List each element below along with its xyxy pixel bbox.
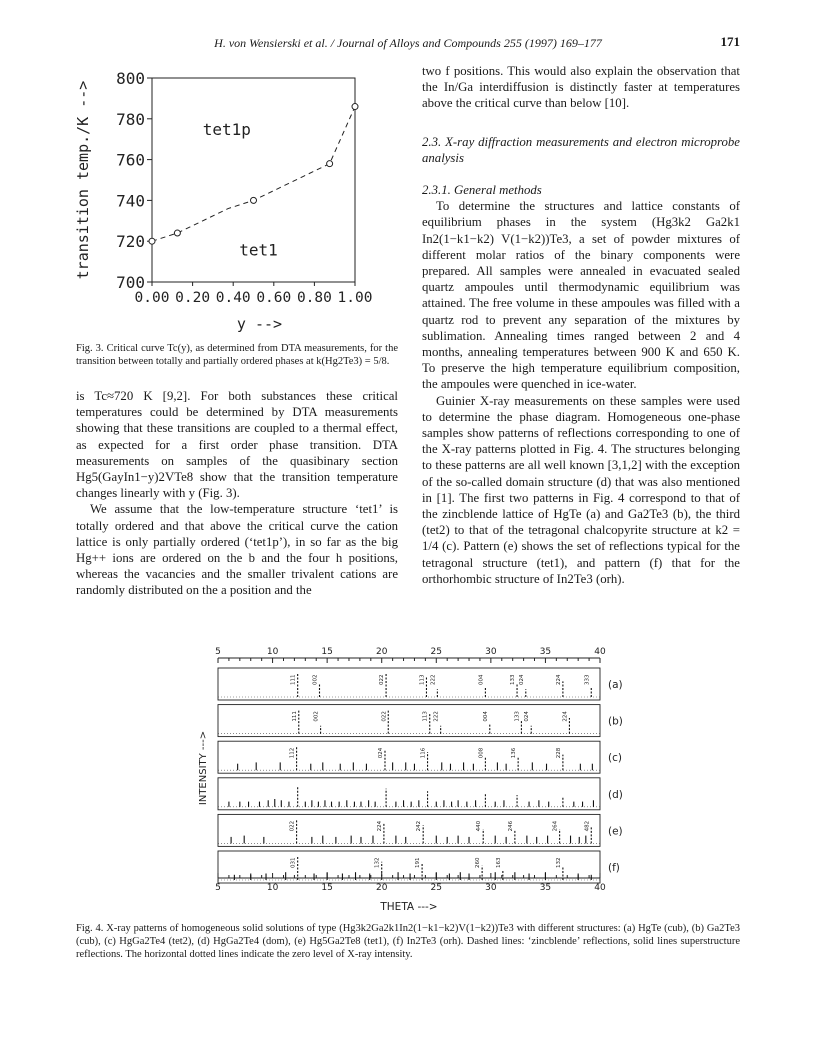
panel-label: (e) — [608, 825, 623, 838]
panel-label: (d) — [608, 788, 623, 801]
y-tick-label: 700 — [116, 273, 145, 292]
x-tick-label: 1.00 — [337, 290, 373, 306]
figure-3-chart — [60, 60, 405, 335]
peak-index-label: 004 — [478, 674, 485, 685]
panel-frame — [218, 741, 600, 773]
peak-index-label: 116 — [420, 747, 427, 759]
peak-index-label: 163 — [495, 857, 502, 868]
bottom-tick-label: 40 — [594, 883, 606, 893]
peak-index-label: 224 — [555, 674, 562, 685]
y-tick-label: 800 — [116, 69, 145, 88]
peak-index-label: 222 — [430, 674, 437, 685]
subsection-heading: 2.3.1. General methods — [422, 183, 542, 198]
left-paragraph-1: is Tc≈720 K [9,2]. For both substances these critical temperatures could be determined by DTA measurements showing that these transitions are coupled to a thermal effect, as expected for a first order phase transition. DTA measurements on samples of the quasibinary section Hg5(GayIn1−y)2VTe8 show that the transition temperature changes linearly with y (Fig. 3). — [76, 389, 398, 501]
top-tick-label: 25 — [430, 647, 443, 657]
page-number: 171 — [720, 34, 740, 49]
top-tick-label: 5 — [215, 647, 221, 657]
peak-index-label: 224 — [562, 711, 569, 722]
peak-index-label: 008 — [478, 747, 485, 759]
bottom-tick-label: 10 — [266, 883, 279, 893]
bottom-tick-label: 5 — [215, 883, 221, 893]
top-tick-label: 40 — [594, 647, 606, 657]
peak-index-label: 440 — [476, 820, 483, 832]
peak-index-label: 002 — [313, 711, 320, 722]
data-point — [327, 161, 333, 167]
peak-index-label: 112 — [289, 747, 296, 759]
figure-4-caption: Fig. 4. X-ray patterns of homogeneous solid solutions of type (Hg3k2Ga2k1In2(1−k1−k2)V(1−k2))Te3 with different structures: (a) HgTe (cub), (b) Ga2Te3 (cub), (c) HgGa2Te4 (tet2), (d) HgGa2Te4 (dom), (e) Hg5Ga2Te8 (tet1), (f) In2Te3 (orh). Dashed lines: ‘zincblende’ reflections, solid lines superstructure reflections. The horizontal dotted lines indicate the zero level of X-ray intensity. — [76, 923, 740, 960]
peak-index-label: 024 — [524, 711, 531, 722]
panel-frame — [218, 668, 600, 700]
critical-curve-line — [152, 107, 355, 242]
running-header: H. von Wensierski et al. / Journal of Alloys and Compounds 255 (1997) 169–177 — [214, 36, 602, 50]
top-tick-label: 30 — [485, 647, 497, 657]
peak-index-label: 031 — [290, 857, 297, 868]
y-tick-label: 720 — [116, 232, 145, 252]
top-tick-label: 10 — [266, 647, 279, 657]
bottom-tick-label: 20 — [375, 883, 388, 893]
peak-index-label: 022 — [381, 711, 388, 722]
peak-index-label: 113 — [419, 674, 426, 685]
y-tick-label: 740 — [116, 191, 145, 211]
bottom-tick-label: 25 — [430, 883, 443, 893]
left-column — [76, 388, 398, 599]
right-paragraph-2: Guinier X-ray measurements on these samples were used to determine the phase diagram. Homogeneous one-phase samples show patterns of reflections corresponding to one of the X-ray patterns plotted in Fig. 4. The structures belonging to these patterns are all well known [3,1,2] with the exception of the so-called domain structure (d) that was also mentioned in [1]. The first two patterns in Fig. 4 correspond to that of the zincblende lattice of HgTe (a) and Ga2Te3 (b), the third (tet2) to that of the tetragonal chalcopyrite structure at k2 = 1/4 (c). Pattern (e) shows the set of reflections typical for the tetragonal structure (tet1), and pattern (f) that for the orthorhombic structure of In2Te3 (orh). — [422, 393, 740, 586]
peak-index-label: 191 — [415, 857, 422, 868]
y-tick-label: 760 — [116, 150, 145, 170]
peak-index-label: 222 — [433, 711, 440, 722]
region-label-tet1p: tet1p — [202, 120, 251, 140]
data-point — [251, 197, 257, 203]
section-heading: 2.3. X-ray diffraction measurements and electron microprobe analysis — [422, 134, 740, 165]
x-tick-label: 0.80 — [296, 290, 332, 306]
peak-index-label: 024 — [377, 747, 384, 759]
right-column — [422, 63, 740, 587]
x-axis-label: y --> — [236, 315, 283, 333]
panel-frame — [218, 705, 600, 737]
peak-index-label: 022 — [289, 820, 296, 832]
peak-index-label: 022 — [379, 674, 386, 685]
x-tick-label: 0.40 — [215, 290, 251, 306]
y-axis-label: transition temp./K --> — [74, 80, 92, 280]
peak-index-label: 136 — [511, 747, 518, 759]
top-tick-label: 20 — [375, 647, 388, 657]
peak-index-label: 132 — [555, 857, 562, 868]
data-point — [149, 238, 155, 244]
peak-index-label: 111 — [291, 711, 298, 722]
x-tick-label: 0.00 — [134, 290, 170, 306]
right-paragraph-0: two f positions. This would also explain the observation that the In/Ga interdiffusion is distinctly faster at temperatures above the critical curve than below [10]. — [422, 64, 740, 111]
panel-label: (c) — [608, 752, 622, 765]
panel-label: (b) — [608, 715, 623, 728]
figure-4-chart — [190, 640, 640, 920]
top-tick-label: 35 — [539, 647, 552, 657]
data-point — [174, 230, 180, 236]
x-axis-label: THETA ---> — [380, 901, 438, 913]
peak-index-label: 333 — [584, 674, 591, 685]
panel-frame — [218, 814, 600, 846]
peak-index-label: 002 — [312, 674, 319, 685]
peak-index-label: 264 — [552, 820, 559, 832]
figure-3-caption: Fig. 3. Critical curve Tc(y), as determined from DTA measurements, for the transition between totally and partially ordered phases at k(Hg2Te3) = 5/8. — [76, 343, 398, 367]
peak-index-label: 260 — [475, 857, 482, 868]
top-tick-label: 15 — [321, 647, 333, 657]
peak-index-label: 024 — [518, 674, 525, 685]
peak-index-label: 242 — [416, 820, 423, 832]
region-label-tet1: tet1 — [239, 240, 278, 260]
right-paragraph-1: To determine the structures and lattice constants of equilibrium phases in the system (Hg3k2 Ga2k1 In2(1−k1−k2) V(1−k2))Te3, a set of powder mixtures of different molar ratios of the binary components were prepared. All samples were annealed in evacuated sealed quartz ampoules until thermodynamic equilibrium was attained. The free volume in these ampoules was filled with a quartz rod to prevent any separation of the mixtures by sublimation. Annealing times ranged between 2 and 4 months, annealing temperatures between 900 K and 650 K. To preserve the high temperature equilibrium composition, the ampoules were quenched in ice-water. — [422, 199, 740, 392]
peak-index-label: 111 — [290, 674, 297, 685]
bottom-tick-label: 35 — [539, 883, 552, 893]
y-axis-label: INTENSITY ---> — [198, 730, 209, 806]
data-point — [352, 104, 358, 110]
peak-index-label: 246 — [507, 820, 514, 832]
peak-index-label: 132 — [374, 857, 381, 868]
bottom-tick-label: 15 — [321, 883, 333, 893]
peak-index-label: 482 — [584, 820, 591, 832]
peak-index-label: 133 — [510, 674, 517, 685]
peak-index-label: 228 — [555, 747, 562, 759]
y-tick-label: 780 — [116, 109, 145, 129]
panel-label: (f) — [608, 862, 620, 874]
peak-index-label: 004 — [482, 711, 489, 722]
bottom-tick-label: 30 — [485, 883, 497, 893]
x-tick-label: 0.20 — [175, 290, 211, 306]
x-tick-label: 0.60 — [256, 290, 292, 306]
peak-index-label: 133 — [514, 711, 521, 722]
panel-label: (a) — [608, 679, 623, 691]
peak-index-label: 224 — [376, 820, 383, 832]
peak-index-label: 113 — [422, 711, 429, 722]
left-paragraph-2: We assume that the low-temperature structure ‘tet1’ is totally ordered and that above the critical curve the cation lattice is only partially ordered (‘tet1p’), in so far as the big Hg++ ions are ordered on the b and the four h positions, whereas the vacancies and the smaller trivalent cations are randomly distributed on the a position and the — [76, 502, 398, 598]
